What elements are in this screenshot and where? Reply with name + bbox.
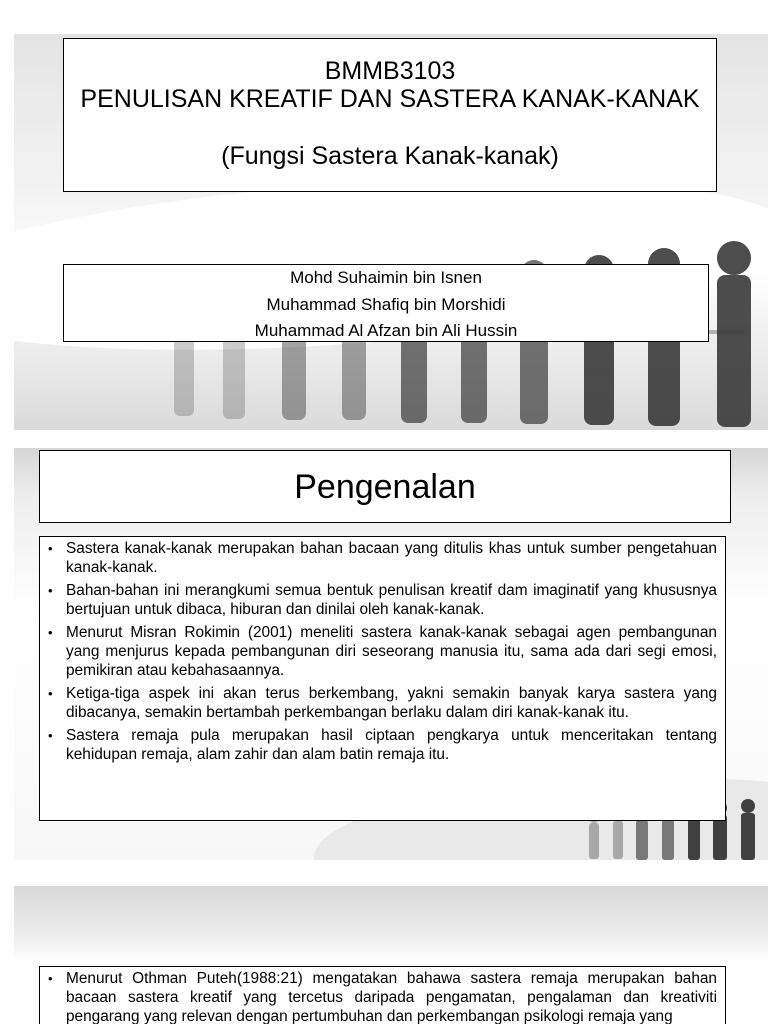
introduction-slide — [14, 448, 768, 860]
authors-box — [63, 264, 709, 342]
author-name: Muhammad Al Afzan bin Ali Hussin — [254, 321, 518, 340]
title-slide — [14, 34, 768, 430]
content-slide — [14, 886, 768, 1024]
heading-box — [39, 450, 731, 523]
author-name: Mohd Suhaimin bin Isnen — [290, 268, 482, 287]
bullet-list-box — [39, 536, 726, 821]
list-item: • Bahan-bahan ini merangkumi semua bentuk penulisan kreatif dam imaginatif yang khususnya bertujuan untuk dibaca, hiburan dan dinilai oleh kanak-kanak. — [46, 581, 717, 619]
author-name: Muhammad Shafiq bin Morshidi — [266, 294, 506, 314]
list-item: • Sastera remaja pula merupakan hasil ciptaan pengkarya untuk menceritakan tentang kehidupan remaja, alam zahir dan alam batin remaja itu. — [46, 726, 717, 764]
bullet-list-box — [39, 966, 726, 1024]
course-code: BMMB3103 — [324, 57, 456, 85]
bullet-list — [46, 539, 717, 764]
list-item: • Sastera kanak-kanak merupakan bahan bacaan yang ditulis khas untuk sumber pengetahuan kanak-kanak. — [46, 539, 717, 577]
list-item: • Menurut Othman Puteh(1988:21) mengatakan bahawa sastera remaja merupakan bahan bacaan sastera kreatif yang tercetus daripada pengamatan, pengalaman dan kreativiti pengarang yang relevan dengan pertumbuhan dan perkembangan psikologi remaja yang — [46, 969, 717, 1024]
list-item: • Ketiga-tiga aspek ini akan terus berkembang, yakni semakin banyak karya sastera yang dibacanya, semakin bertambah perkembangan berlaku dalam diri kanak-kanak itu. — [46, 684, 717, 722]
title-box — [63, 38, 717, 192]
list-item: • Menurut Misran Rokimin (2001) meneliti sastera kanak-kanak sebagai agen pembangunan yang menjurus kepada pembangunan diri seseorang manusia itu, sama ada dari segi emosi, pemikiran atau kebahasaannya. — [46, 623, 717, 680]
bullet-list — [46, 969, 717, 1024]
slide-heading: Pengenalan — [294, 468, 476, 506]
slide-subtitle: (Fungsi Sastera Kanak-kanak) — [221, 142, 559, 170]
course-title: PENULISAN KREATIF DAN SASTERA KANAK-KANAK — [80, 85, 700, 113]
